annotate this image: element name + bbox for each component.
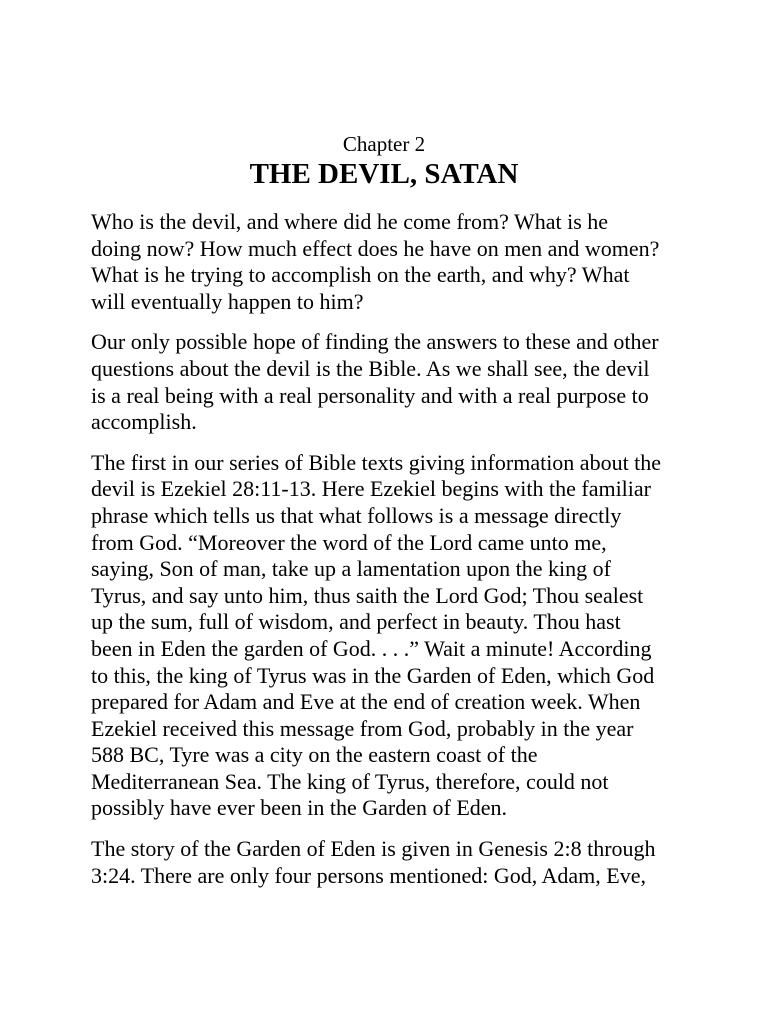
text-line: Tyrus, and say unto him, thus saith the Lord God; Thou sealest (91, 582, 644, 608)
text-line: is a real being with a real personality and with a real purpose to (91, 382, 649, 408)
text-line: devil is Ezekiel 28:11-13. Here Ezekiel begins with the familiar (91, 476, 652, 502)
paragraph-questions (91, 209, 691, 315)
body-text (91, 209, 691, 903)
text-line: doing now? How much effect does he have on men and women? (91, 235, 660, 261)
text-line: Who is the devil, and where did he come from? What is he (91, 209, 609, 234)
text-line: The story of the Garden of Eden is given in Genesis 2:8 through (91, 836, 656, 862)
text-line: been in Eden the garden of God. . . .” Wait a minute! According (91, 635, 652, 661)
paragraph-bible-hope (91, 329, 691, 435)
text-line: Our only possible hope of finding the answers to these and other (91, 329, 659, 355)
text-line: prepared for Adam and Eve at the end of creation week. When (91, 689, 641, 715)
text-line: to this, the king of Tyrus was in the Garden of Eden, which God (91, 662, 655, 688)
text-line: 3:24. There are only four persons mentioned: God, Adam, Eve, (91, 862, 646, 888)
text-line: Mediterranean Sea. The king of Tyrus, therefore, could not (91, 768, 609, 794)
text-line: The first in our series of Bible texts giving information about the (91, 449, 662, 475)
paragraph-ezekiel (91, 450, 691, 822)
text-line: possibly have ever been in the Garden of Eden. (91, 795, 508, 821)
chapter-label: Chapter 2 (342, 132, 426, 156)
text-line: up the sum, full of wisdom, and perfect in beauty. Thou hast (91, 609, 621, 635)
text-line: saying, Son of man, take up a lamentation upon the king of (91, 556, 611, 582)
text-line: What is he trying to accomplish on the earth, and why? What (91, 262, 630, 288)
text-line: from God. “Moreover the word of the Lord came unto me, (91, 529, 607, 555)
text-line: phrase which tells us that what follows is a message directly (91, 502, 622, 528)
text-line: questions about the devil is the Bible. As we shall see, the devil (91, 355, 650, 381)
paragraph-genesis (91, 836, 691, 889)
text-line: will eventually happen to him? (91, 288, 364, 314)
text-line: 588 BC, Tyre was a city on the eastern coast of the (91, 742, 538, 768)
text-line: Ezekiel received this message from God, probably in the year (91, 715, 634, 741)
text-line: accomplish. (91, 409, 197, 435)
chapter-title: THE DEVIL, SATAN (249, 158, 519, 190)
